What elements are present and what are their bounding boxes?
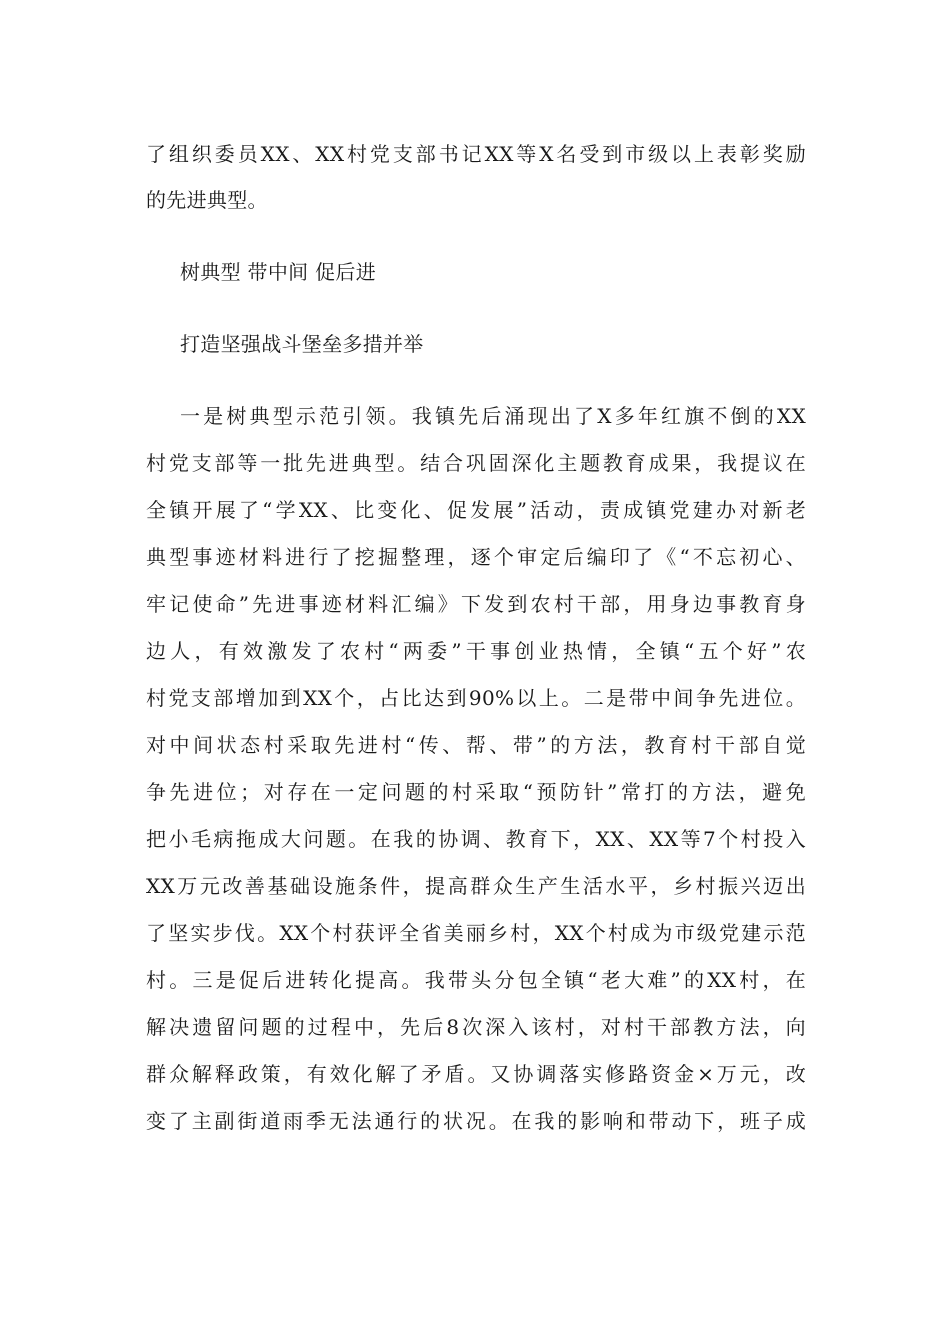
body-text-line: 解决遗留问题的过程中，先后8次深入该村，对村干部教方法，向 bbox=[146, 1015, 806, 1039]
body-text-line: 村。三是促后进转化提高。我带头分包全镇“老大难”的XX村，在 bbox=[146, 968, 806, 992]
body-text-line: 了组织委员XX、XX村党支部书记XX等X名受到市级以上表彰奖励 bbox=[146, 142, 806, 166]
body-text-line: 全镇开展了“学XX、比变化、促发展”活动，责成镇党建办对新老 bbox=[146, 498, 806, 522]
body-text-line: 边人，有效激发了农村“两委”干事创业热情，全镇“五个好”农 bbox=[146, 639, 806, 663]
body-text-line: 村党支部增加到XX个，占比达到90%以上。二是带中间争先进位。 bbox=[146, 686, 806, 710]
section-subheading: 打造坚强战斗堡垒多措并举 bbox=[180, 332, 424, 356]
body-text-line: XX万元改善基础设施条件，提高群众生产生活水平，乡村振兴迈出 bbox=[146, 874, 806, 898]
section-heading: 树典型 带中间 促后进 bbox=[180, 260, 377, 284]
body-text-line: 村党支部等一批先进典型。结合巩固深化主题教育成果，我提议在 bbox=[146, 451, 806, 475]
body-text-line: 了坚实步伐。XX个村获评全省美丽乡村，XX个村成为市级党建示范 bbox=[146, 921, 806, 945]
body-text-line: 的先进典型。 bbox=[146, 188, 268, 212]
body-text-line: 对中间状态村采取先进村“传、帮、带”的方法，教育村干部自觉 bbox=[146, 733, 806, 757]
body-text-line: 把小毛病拖成大问题。在我的协调、教育下，XX、XX等7个村投入 bbox=[146, 827, 806, 851]
body-text-line: 牢记使命”先进事迹材料汇编》下发到农村干部，用身边事教育身 bbox=[146, 592, 806, 616]
body-text-line: 争先进位；对存在一定问题的村采取“预防针”常打的方法，避免 bbox=[146, 780, 806, 804]
body-text-line: 群众解释政策，有效化解了矛盾。又协调落实修路资金×万元，改 bbox=[146, 1062, 806, 1086]
body-text-line: 变了主副街道雨季无法通行的状况。在我的影响和带动下，班子成 bbox=[146, 1109, 806, 1133]
body-text-line: 一是树典型示范引领。我镇先后涌现出了X多年红旗不倒的XX bbox=[180, 404, 806, 428]
body-text-line: 典型事迹材料进行了挖掘整理，逐个审定后编印了《“不忘初心、 bbox=[146, 545, 806, 569]
